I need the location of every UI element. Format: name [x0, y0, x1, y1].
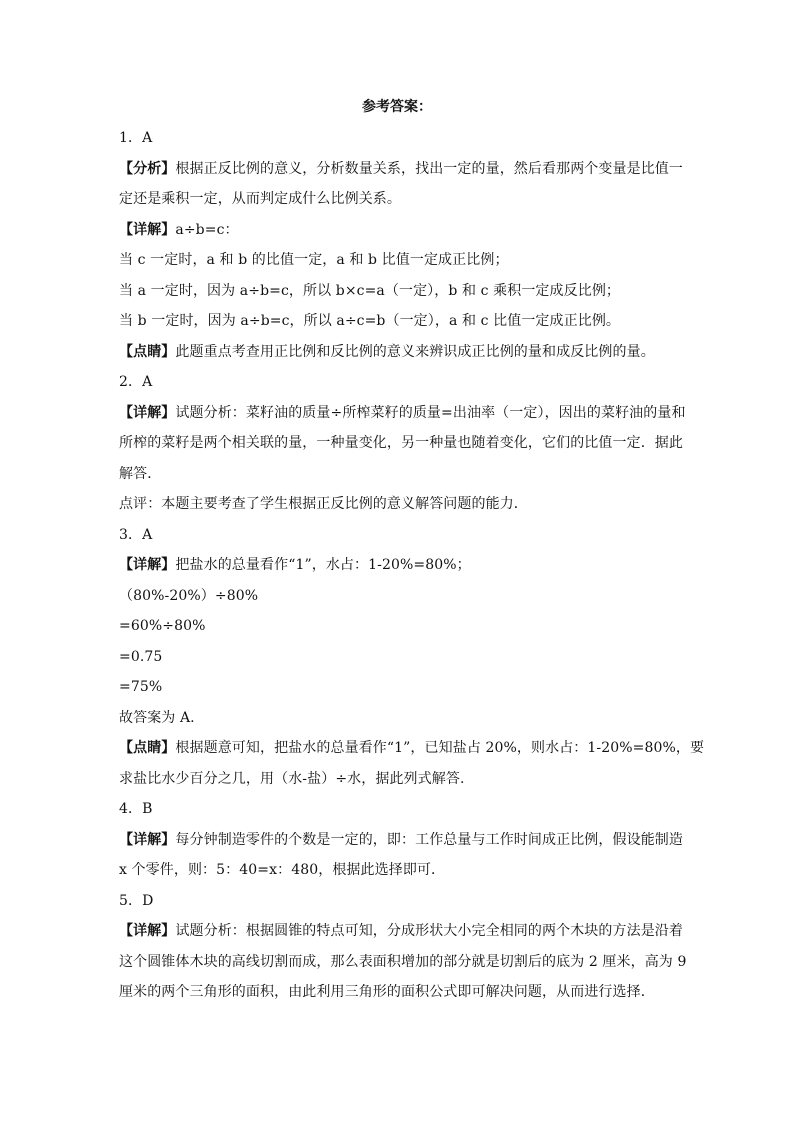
q3-point-text-1: 根据题意可知，把盐水的总量看作“1”，已知盐占 20%，则水占：1-20%=80%，要 — [175, 740, 705, 756]
q4-detail-line-1 — [119, 825, 684, 856]
q1-detail-line-3: 当 a 一定时，因为 a÷b=c，所以 b×c=a（一定），b 和 c 乘积一定成反比例； — [119, 282, 621, 299]
q4-number: 4．B — [119, 801, 153, 817]
q2-number: 2．A — [119, 374, 153, 390]
q2-detail-line-2: 所榨的菜籽是两个相关联的量，一种量变化，另一种量也随着变化，它们的比值一定．据此 — [119, 435, 683, 451]
q1-point-text-1: 此题重点考查用正比例和反比例的意义来辨识成正比例的量和成反比例的量。 — [175, 343, 655, 360]
q3-point-tag: 【点睛】 — [119, 740, 176, 756]
q1-detail-line-1 — [119, 215, 679, 246]
q5-detail-line-1 — [119, 916, 684, 947]
q3-calc-line-1: （80%-20%）÷80% — [119, 587, 259, 604]
q3-calc-line-3: =0.75 — [119, 648, 163, 665]
q1-analysis-line-1 — [119, 154, 684, 185]
q1-analysis-text-1: 根据正反比例的意义，分析数量关系，找出一定的量，然后看那两个变量是比值一 — [175, 160, 684, 177]
q2-detail-text-1: 试题分析：菜籽油的质量÷所榨菜籽的质量=出油率（一定），因出的菜籽油的量和 — [175, 404, 686, 421]
q1-analysis-tag: 【分析】 — [119, 160, 176, 177]
q3-calc-line-4: =75% — [119, 679, 163, 695]
q3-point-line-1 — [119, 733, 705, 764]
q3-calc-line-2: =60%÷80% — [119, 618, 206, 634]
q3-detail-text-1: 把盐水的总量看作“1”，水占：1-20%=80%； — [175, 557, 471, 573]
q3-number: 3．A — [119, 526, 153, 543]
q2-detail-line-1 — [119, 398, 686, 429]
answer-content — [119, 123, 705, 1008]
q4-detail-line-2: x 个零件，则：5：40=x：480，根据此选择即可． — [119, 862, 446, 878]
q1-number: 1．A — [119, 130, 153, 146]
q1-analysis-line-2: 定还是乘积一定，从而判定成什么比例关系。 — [119, 191, 401, 207]
q1-detail-line-4: 当 b 一定时，因为 a÷b=c，所以 a÷c=b（一定），a 和 c 比值一定成正比例。 — [119, 313, 621, 329]
q1-point-line-1 — [119, 337, 679, 368]
q3-detail-line-1 — [119, 550, 679, 581]
q4-detail-text-1: 每分钟制造零件的个数是一定的，即：工作总量与工作时间成正比例，假设能制造 — [175, 831, 684, 848]
q4-detail-tag: 【详解】 — [119, 831, 176, 848]
q1-point-tag: 【点睛】 — [119, 343, 176, 360]
q1-detail-line-2: 当 c 一定时，a 和 b 的比值一定，a 和 b 比值一定成正比例； — [119, 252, 509, 268]
q5-number: 5．D — [119, 892, 154, 909]
page-title: 参考答案： — [362, 99, 432, 115]
q3-answer: 故答案为 A. — [119, 709, 195, 726]
q5-detail-tag: 【详解】 — [119, 923, 176, 939]
q5-detail-line-3: 厘米的两个三角形的面积，由此利用三角形的面积公式即可解决问题，从而进行选择． — [119, 984, 655, 1000]
q2-detail-tag: 【详解】 — [119, 404, 176, 421]
q3-detail-tag: 【详解】 — [119, 557, 176, 573]
q1-detail-text-1: a÷b=c： — [175, 221, 239, 238]
q5-detail-text-1: 试题分析：根据圆锥的特点可知，分成形状大小完全相同的两个木块的方法是沿着 — [175, 923, 684, 939]
q2-comment: 点评：本题主要考查了学生根据正反比例的意义解答问题的能力． — [119, 496, 528, 512]
q2-detail-line-3: 解答． — [119, 465, 162, 482]
q5-detail-line-2: 这个圆锥体木块的高线切割而成，那么表面积增加的部分就是切割后的底为 2 厘米，高为 9 — [119, 953, 687, 970]
q1-detail-tag: 【详解】 — [119, 221, 176, 238]
q3-point-line-2: 求盐比水少百分之几，用（水-盐）÷水，据此列式解答. — [119, 770, 465, 787]
